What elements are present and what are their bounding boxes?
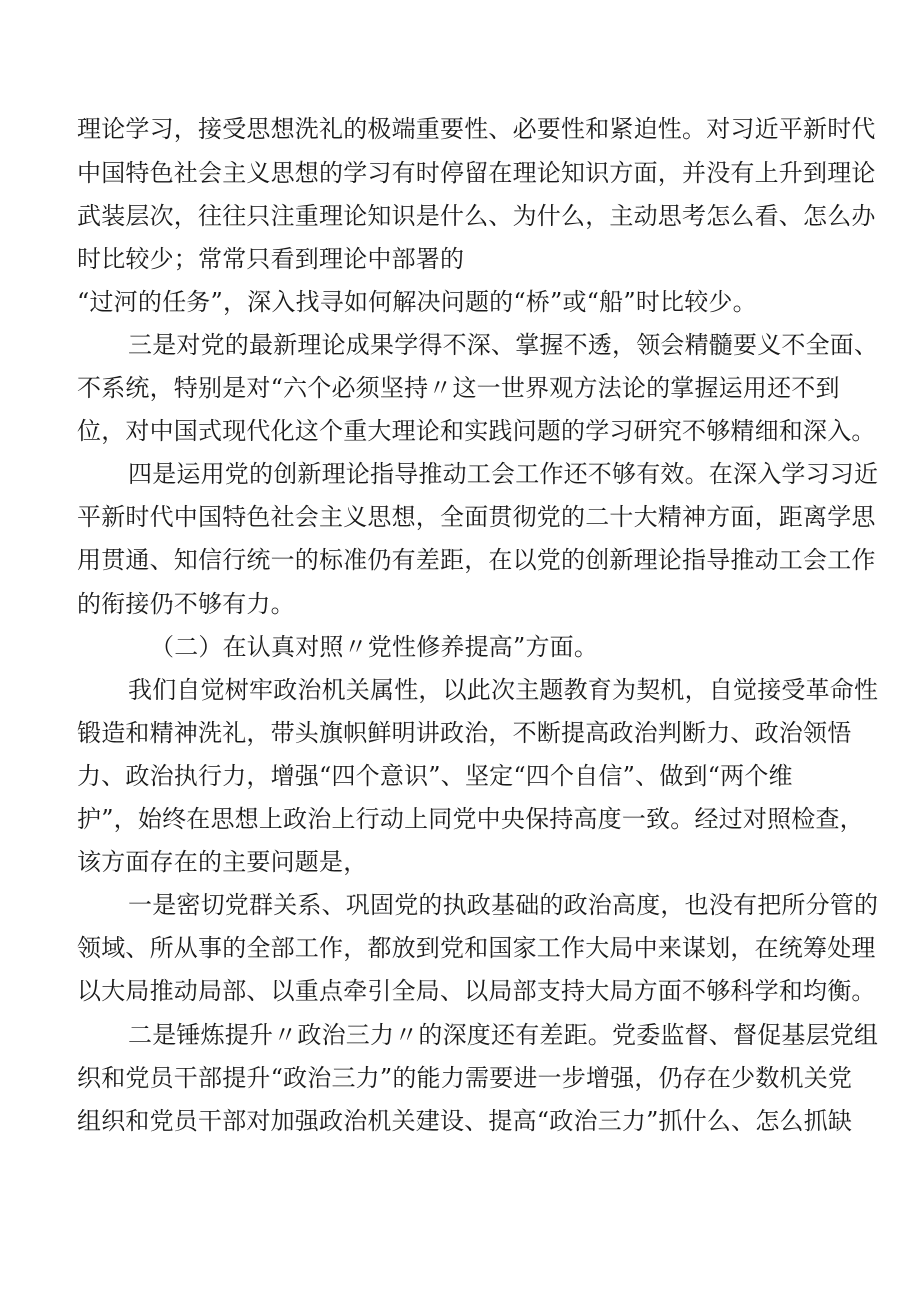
text-line: 锻造和精神洗礼，带头旗帜鲜明讲政治，不断提高政治判断力、政治领悟 xyxy=(77,719,852,747)
text-line: “过河的任务”，深入找寻如何解决问题的“桥”或“船”时比较少。 xyxy=(77,288,757,316)
text-line: 平新时代中国特色社会主义思想，全面贯彻党的二十大精神方面，距离学思 xyxy=(77,503,876,531)
text-line: 中国特色社会主义思想的学习有时停留在理论知识方面，并没有上升到理论 xyxy=(77,159,876,187)
paragraph-start: 一是密切党群关系、巩固党的执政基础的政治高度，也没有把所分管的 xyxy=(128,891,879,919)
paragraph-start: 四是运用党的创新理论指导推动工会工作还不够有效。在深入学习习近 xyxy=(128,460,879,488)
text-line: 力、政治执行力，增强“四个意识”、坚定“四个自信”、做到“两个维 xyxy=(77,762,793,790)
paragraph-start: 我们自觉树牢政治机关属性，以此次主题教育为契机，自觉接受革命性 xyxy=(128,676,879,704)
text-line: 护”，始终在思想上政治上行动上同党中央保持高度一致。经过对照检查， xyxy=(77,805,864,833)
paragraph-start: 三是对党的最新理论成果学得不深、掌握不透，领会精髓要义不全面、 xyxy=(128,331,879,359)
text-line: 武装层次，往往只注重理论知识是什么、为什么，主动思考怎么看、怎么办 xyxy=(77,202,876,230)
text-line: 该方面存在的主要问题是， xyxy=(77,848,368,876)
text-line: 不系统，特别是对“六个必须坚持〃这一世界观方法论的掌握运用还不到 xyxy=(77,374,840,402)
text-line: 位，对中国式现代化这个重大理论和实践问题的学习研究不够精细和深入。 xyxy=(77,417,876,445)
text-line: 理论学习，接受思想洗礼的极端重要性、必要性和紧迫性。对习近平新时代 xyxy=(77,115,876,143)
section-heading: （二）在认真对照〃党性修养提高”方面。 xyxy=(150,633,599,661)
text-line: 组织和党员干部对加强政治机关建设、提高“政治三力”抓什么、怎么抓缺 xyxy=(77,1107,853,1135)
text-line: 织和党员干部提升“政治三力”的能力需要进一步增强，仍存在少数机关党 xyxy=(77,1064,853,1092)
text-line: 用贯通、知信行统一的标准仍有差距，在以党的创新理论指导推动工会工作 xyxy=(77,546,876,574)
text-line: 的衔接仍不够有力。 xyxy=(77,590,295,618)
paragraph-start: 二是锤炼提升〃政治三力〃的深度还有差距。党委监督、督促基层党组 xyxy=(128,1021,879,1049)
text-line: 时比较少；常常只看到理论中部署的 xyxy=(77,245,465,273)
text-line: 领域、所从事的全部工作，都放到党和国家工作大局中来谋划，在统筹处理 xyxy=(77,934,876,962)
text-line: 以大局推动局部、以重点牵引全局、以局部支持大局方面不够科学和均衡。 xyxy=(77,977,876,1005)
